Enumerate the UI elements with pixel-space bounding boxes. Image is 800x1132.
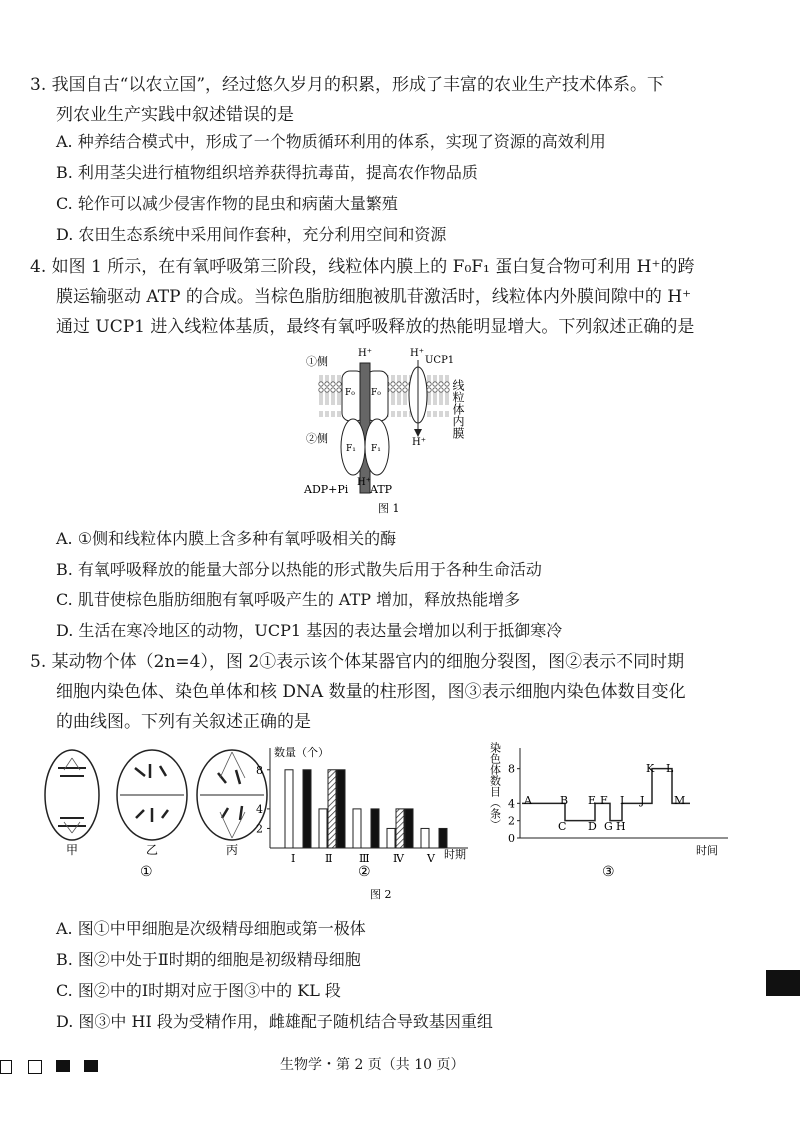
question-4-stem xyxy=(30,252,740,342)
f1-label-b: F₁ xyxy=(371,444,381,454)
q5-stem-line1: 5. 某动物个体（2n=4），图 2①表示该个体某器官内的细胞分裂图，图②表示不同时期 xyxy=(30,652,685,672)
point-label: D xyxy=(588,820,597,833)
line-x-label: 时间 xyxy=(696,844,718,857)
point-label: B xyxy=(560,794,569,807)
side2-label: ②侧 xyxy=(306,432,328,445)
footer-block-2 xyxy=(84,1060,98,1072)
cell-yi xyxy=(117,750,187,840)
q3-option-c: C. 轮作可以减少侵害作物的昆虫和病菌大量繁殖 xyxy=(56,194,398,213)
q3-option-a: A. 种养结合模式中，形成了一个物质循环利用的体系，实现了资源的高效利用 xyxy=(56,132,606,151)
q4-option-b: B. 有氧呼吸释放的能量大部分以热能的形式散失后用于各种生命活动 xyxy=(56,560,542,579)
q4-stem-line1: 4. 如图 1 所示，在有氧呼吸第三阶段，线粒体内膜上的 F₀F₁ 蛋白复合物可利用 H⁺的跨 xyxy=(30,257,695,277)
point-label: F xyxy=(600,794,608,807)
q5-option-d: D. 图③中 HI 段为受精作用，雌雄配子随机结合导致基因重组 xyxy=(56,1012,493,1031)
h-top-label-2: H⁺ xyxy=(410,348,424,359)
line-y-tick-label: 8 xyxy=(508,762,515,776)
bar xyxy=(319,809,327,848)
cell-label-bing: 丙 xyxy=(226,843,239,857)
line-y-tick-label: 2 xyxy=(508,814,515,828)
ucp1-label: UCP1 xyxy=(425,355,455,366)
line-y-tick-label: 0 xyxy=(508,832,515,845)
bar-chart xyxy=(256,745,468,865)
q3-stem-line1: 3. 我国自古“以农立国”，经过悠久岁月的积累，形成了丰富的农业生产技术体系。下 xyxy=(30,75,665,95)
q4-stem-line3: 通过 UCP1 进入线粒体基质，最终有氧呼吸释放的热能明显增大。下列叙述正确的是 xyxy=(56,317,695,337)
footer-block-1 xyxy=(56,1060,70,1072)
q4-option-a: A. ①侧和线粒体内膜上含多种有氧呼吸相关的酶 xyxy=(56,529,397,548)
adp-label: ADP+Pi xyxy=(304,483,349,496)
bar-y-tick-label: 4 xyxy=(256,802,263,816)
bar xyxy=(328,770,336,848)
question-3-stem xyxy=(30,70,740,130)
question-5-stem xyxy=(30,647,740,737)
cell-label-yi: 乙 xyxy=(146,843,159,857)
f1-label-a: F₁ xyxy=(346,444,356,454)
q3-option-d: D. 农田生态系统中采用间作套种，充分利用空间和资源 xyxy=(56,225,447,244)
figure-1-mitochondria-membrane xyxy=(300,345,475,520)
footer-box-2 xyxy=(28,1060,42,1074)
q5-option-b: B. 图②中处于Ⅱ时期的细胞是初级精母细胞 xyxy=(56,950,361,969)
bar xyxy=(439,828,447,848)
page-footer xyxy=(0,1052,800,1078)
bar xyxy=(405,809,413,848)
figure-2-caption: 图 2 xyxy=(370,888,392,901)
bar xyxy=(303,770,311,848)
h-top-label-1: H⁺ xyxy=(358,348,372,359)
f0-label-a: F₀ xyxy=(345,388,355,398)
bar xyxy=(387,828,395,848)
atp-label: ATP xyxy=(370,483,393,496)
line-chart xyxy=(489,741,729,857)
point-label: L xyxy=(666,762,674,775)
point-label: M xyxy=(674,794,686,807)
bar xyxy=(371,809,379,848)
bar-x-label: 时期 xyxy=(444,848,466,861)
panel-label-1: ① xyxy=(140,864,153,880)
bar-category-label: Ⅳ xyxy=(393,852,404,865)
q5-stem-line2: 细胞内染色体、染色单体和核 DNA 数量的柱形图，图③表示细胞内染色体数目变化 xyxy=(56,682,686,702)
cell-label-jia: 甲 xyxy=(66,843,79,857)
footer-box-1 xyxy=(0,1060,12,1074)
panel-label-2: ② xyxy=(358,864,371,880)
bar-category-label: Ⅱ xyxy=(325,852,333,865)
bar-category-label: Ⅲ xyxy=(359,852,370,865)
f0-label-b: F₀ xyxy=(371,388,381,398)
panel-label-3: ③ xyxy=(602,864,615,880)
bar-category-label: Ⅴ xyxy=(427,852,435,865)
point-label: J xyxy=(640,794,645,807)
point-label: K xyxy=(646,762,655,775)
point-label: C xyxy=(558,820,567,833)
line-y-tick-label: 4 xyxy=(508,797,515,811)
bar xyxy=(421,828,429,848)
bar-y-tick-label: 8 xyxy=(256,763,263,777)
q4-stem-line2: 膜运输驱动 ATP 的合成。当棕色脂肪细胞被肌苷激活时，线粒体内外膜间隙中的 H⁺ xyxy=(56,287,692,307)
bar xyxy=(285,770,293,848)
q4-option-c: C. 肌苷使棕色脂肪细胞有氧呼吸产生的 ATP 增加，释放热能增多 xyxy=(56,590,521,609)
edge-marker xyxy=(766,970,800,996)
bar xyxy=(353,809,361,848)
ucp1-arrowhead xyxy=(414,429,422,437)
side1-label: ①侧 xyxy=(306,355,328,368)
q5-stem-line3: 的曲线图。下列有关叙述正确的是 xyxy=(56,712,311,732)
bar-y-label: 数量（个） xyxy=(274,746,329,759)
figure-2 xyxy=(40,738,740,908)
bar-y-tick-label: 2 xyxy=(256,822,263,836)
membrane-label: 线粒体内膜 xyxy=(451,379,465,439)
figure-1-caption: 图 1 xyxy=(378,502,400,515)
point-label: E xyxy=(588,794,597,807)
h-bottom-label-2: H⁺ xyxy=(412,437,426,448)
q4-option-d: D. 生活在寒冷地区的动物，UCP1 基因的表达量会增加以利于抵御寒冷 xyxy=(56,621,563,640)
cell-jia xyxy=(45,750,99,840)
q3-option-b: B. 利用茎尖进行植物组织培养获得抗毒苗，提高农作物品质 xyxy=(56,163,478,182)
q5-option-c: C. 图②中的Ⅰ时期对应于图③中的 KL 段 xyxy=(56,981,341,1000)
point-label: A xyxy=(524,794,532,807)
point-label: H xyxy=(616,820,626,833)
q3-stem-line2: 列农业生产实践中叙述错误的是 xyxy=(56,105,294,125)
h-bottom-label-1: H⁺ xyxy=(357,477,371,488)
bar xyxy=(337,770,345,848)
point-label: I xyxy=(620,794,625,807)
bar-category-label: Ⅰ xyxy=(291,852,296,865)
page-number-text: 生物学・第 2 页（共 10 页） xyxy=(280,1057,465,1073)
point-label: G xyxy=(604,820,613,833)
line-y-label: 染色体数目（条） xyxy=(488,742,502,830)
bar xyxy=(396,809,404,848)
q5-option-a: A. 图①中甲细胞是次级精母细胞或第一极体 xyxy=(56,919,366,938)
